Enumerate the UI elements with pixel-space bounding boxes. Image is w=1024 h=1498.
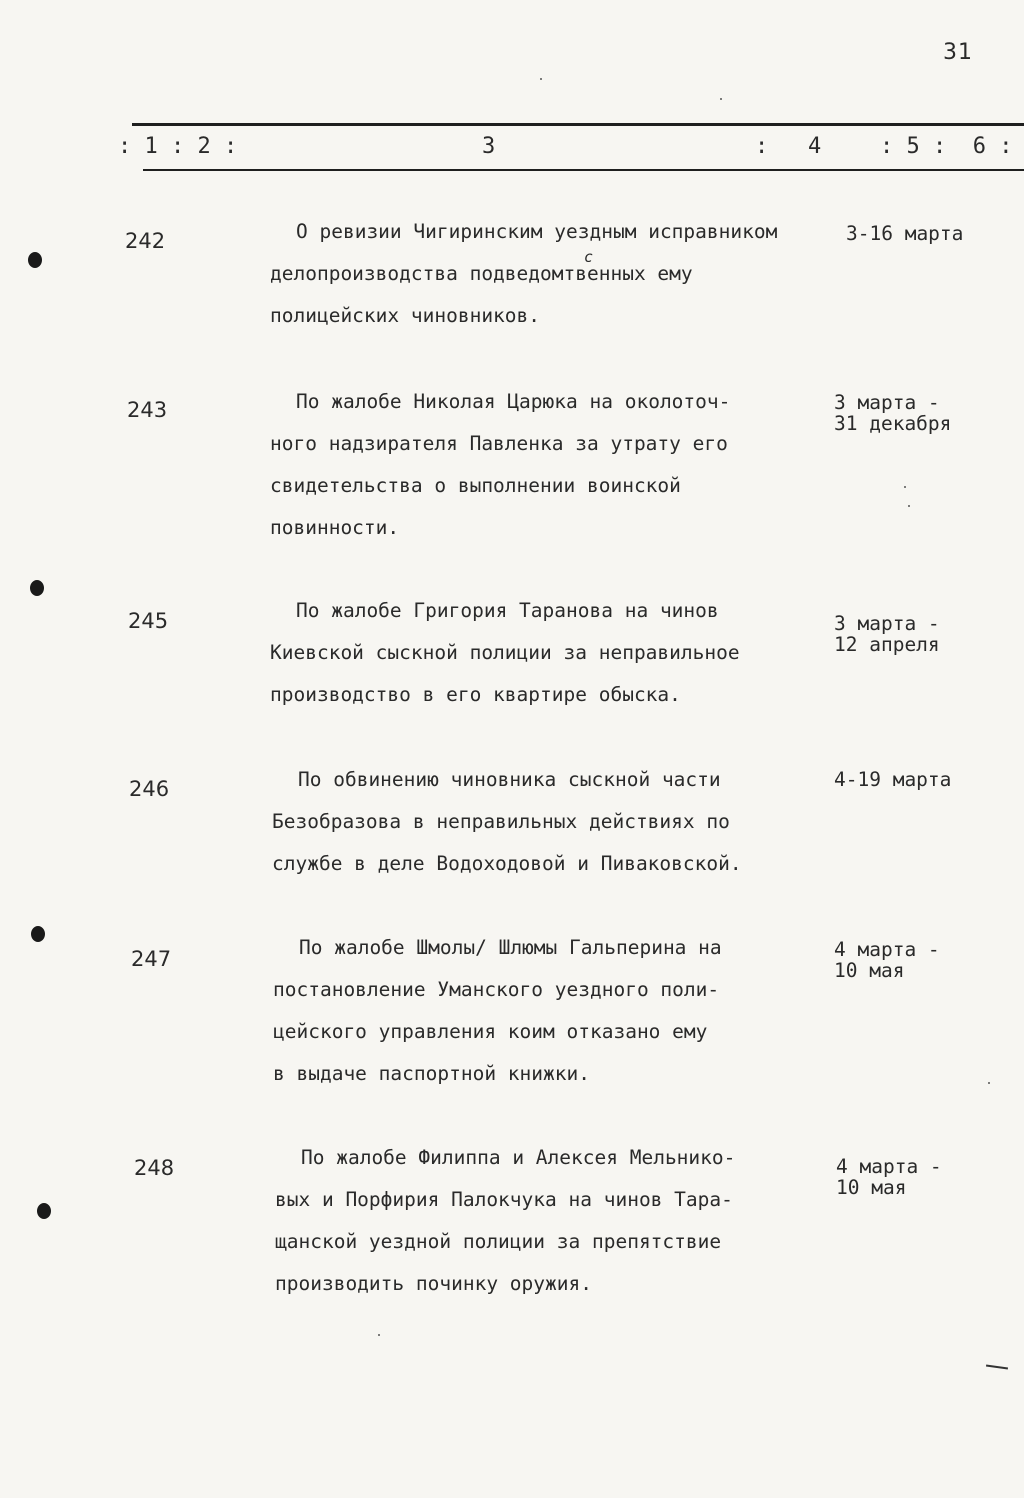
record-title (270, 590, 740, 716)
binding-hole-icon (31, 926, 45, 942)
header-bottom-rule (143, 169, 1024, 171)
record-date-line: 10 мая (834, 959, 905, 982)
record-date-line: 3 марта - (834, 612, 940, 635)
record-title-line: в выдаче паспортной книжки. (273, 1062, 590, 1085)
scan-speck (908, 505, 910, 507)
handwritten-correction: с (584, 248, 594, 266)
record-number: 246 (129, 777, 170, 801)
record-title-line: Киевской сыскной полиции за неправильное (270, 641, 740, 664)
page-number: 31 (943, 40, 973, 65)
record-title-line: По жалобе Николая Царюка на околоточ- (296, 390, 731, 413)
record-title-line: постановление Уманского уездного поли- (273, 978, 720, 1001)
record-date (834, 392, 951, 434)
record-title-line: цейского управления коим отказано ему (273, 1020, 708, 1043)
column-header-4: : 4 (755, 134, 822, 159)
record-title-line: делопроизводства подведомтвенных ему (270, 262, 693, 285)
scan-speck (988, 1082, 990, 1084)
column-header-5-6: : 5 : 6 : (880, 134, 1013, 159)
record-title-line: свидетельства о выполнении воинской (270, 474, 681, 497)
record-date-line: 12 апреля (834, 633, 940, 656)
record-title-line: По обвинению чиновника сыскной части (298, 768, 721, 791)
record-title (273, 927, 722, 1095)
record-date (834, 939, 940, 981)
record-number: 247 (131, 947, 172, 971)
binding-hole-icon (30, 580, 44, 596)
record-number: 243 (127, 398, 168, 422)
record-title-line: вых и Порфирия Палокчука на чинов Тара- (275, 1188, 733, 1211)
binding-hole-icon (37, 1203, 51, 1219)
record-title-line: службе в деле Водоходовой и Пиваковской. (272, 852, 742, 875)
record-date (834, 769, 951, 790)
column-header-3: 3 (482, 134, 496, 159)
scan-mark (986, 1364, 1008, 1369)
record-title-line: По жалобе Филиппа и Алексея Мельнико- (301, 1146, 736, 1169)
record-title-line: производство в его квартире обыска. (270, 683, 681, 706)
record-date (834, 613, 940, 655)
record-date (836, 1156, 942, 1198)
record-title (275, 1137, 735, 1305)
record-date-line: 4-19 марта (834, 768, 952, 791)
scan-speck (720, 98, 722, 100)
record-title-line: производить починку оружия. (275, 1272, 592, 1295)
header-top-rule (132, 123, 1024, 126)
record-title-line: Безобразова в неправильных действиях по (272, 810, 730, 833)
column-header-1-2: : 1 : 2 : (118, 134, 238, 159)
record-number: 248 (134, 1156, 175, 1180)
record-number: 245 (128, 609, 169, 633)
record-title-line: ного надзирателя Павленка за утрату его (270, 432, 728, 455)
record-title-line: О ревизии Чигиринским уездным исправником (296, 220, 778, 243)
record-title (272, 759, 742, 885)
record-title-line: щанской уездной полиции за препятствие (275, 1230, 722, 1253)
record-title (270, 381, 730, 549)
record-title-line: По жалобе Григория Тарановa на чинов (296, 599, 719, 622)
record-title-line: полицейских чиновников. (270, 304, 541, 327)
record-date-line: 3-16 марта (846, 222, 964, 245)
record-title (270, 211, 777, 337)
record-date-line: 3 марта - (834, 391, 940, 414)
record-date-line: 4 марта - (836, 1155, 942, 1178)
scan-speck (904, 486, 906, 488)
record-title-line: По жалобе Шмолы/ Шлюмы Гальперина на (299, 936, 722, 959)
record-date-line: 4 марта - (834, 938, 940, 961)
scan-speck (540, 78, 542, 80)
record-date-line: 31 декабря (834, 412, 952, 435)
record-date (846, 223, 963, 244)
record-number: 242 (125, 229, 166, 253)
scan-speck (378, 1334, 380, 1336)
record-title-line: повинности. (270, 516, 400, 539)
record-date-line: 10 мая (836, 1176, 907, 1199)
binding-hole-icon (28, 252, 42, 268)
